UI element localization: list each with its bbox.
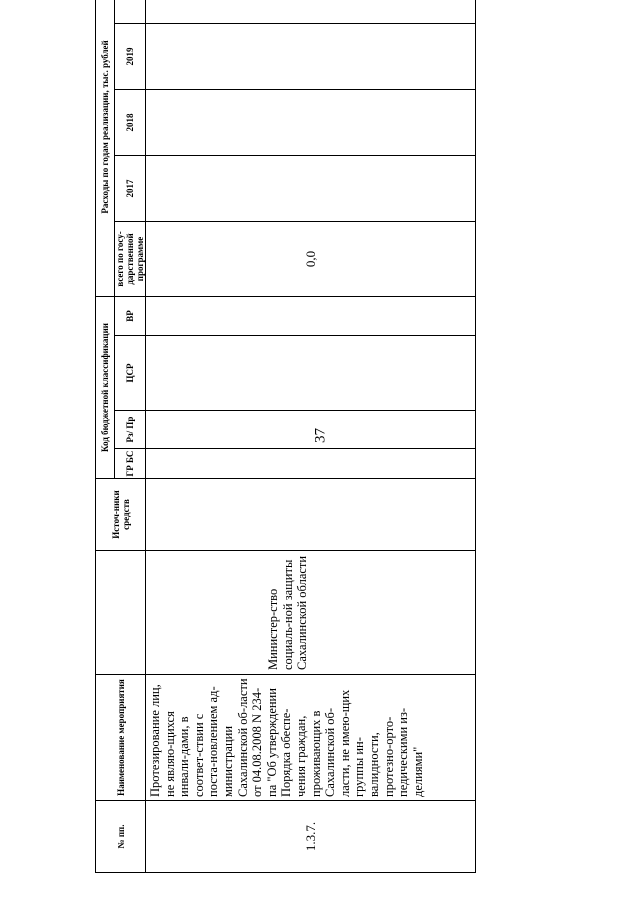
header-vr: ВР [115,296,146,335]
row-vr [146,296,476,335]
row-source [146,479,476,551]
table-row [146,0,476,873]
row-executor: Министер-ство социаль-ной защиты Сахалинской области [146,551,476,675]
page-number: 37 [312,428,329,443]
row-num: 1.3.7. [146,801,476,873]
row-grbs [146,449,476,479]
header-expenses: Расходы по годам реализации, тыс. рублей [96,0,115,296]
header-budget-code: Код бюджетной классификации [96,296,115,478]
row-2018 [146,89,476,155]
row-total: 0,0 [146,221,476,296]
header-csr: ЦСР [115,336,146,411]
header-source: Источ-ники средств [96,479,146,551]
row-2017 [146,155,476,221]
header-2019: 2019 [115,23,146,89]
row-2019 [146,23,476,89]
header-executor [96,551,146,675]
header-2018: 2018 [115,89,146,155]
row-name: Протезирование лиц, не являю-щихся инвали-дами, в соответ-ствии с поста-новлением ад-министрации Сахалинской об-ласти от 04.08.2008 N 234-па "Об утверждении Порядка обеспе-чения граждан, проживающих в Сахалинской об-ласти, не имею-щих группы ин-валидности, протезно-орто-педическими из-делиями" [146,675,476,801]
row-csr [146,336,476,411]
row-rzpr [146,411,476,449]
header-name: Наименование мероприятия [96,675,146,801]
budget-table [95,0,476,873]
header-grbs: ГР БС [115,449,146,479]
header-2017: 2017 [115,155,146,221]
header-2020 [115,0,146,23]
header-rzpr: Рз/ Пр [115,411,146,449]
header-total: всего по госу-дарственной программе [115,221,146,296]
header-num: № пп. [96,801,146,873]
row-2020 [146,0,476,23]
budget-table-rotated [95,29,473,873]
